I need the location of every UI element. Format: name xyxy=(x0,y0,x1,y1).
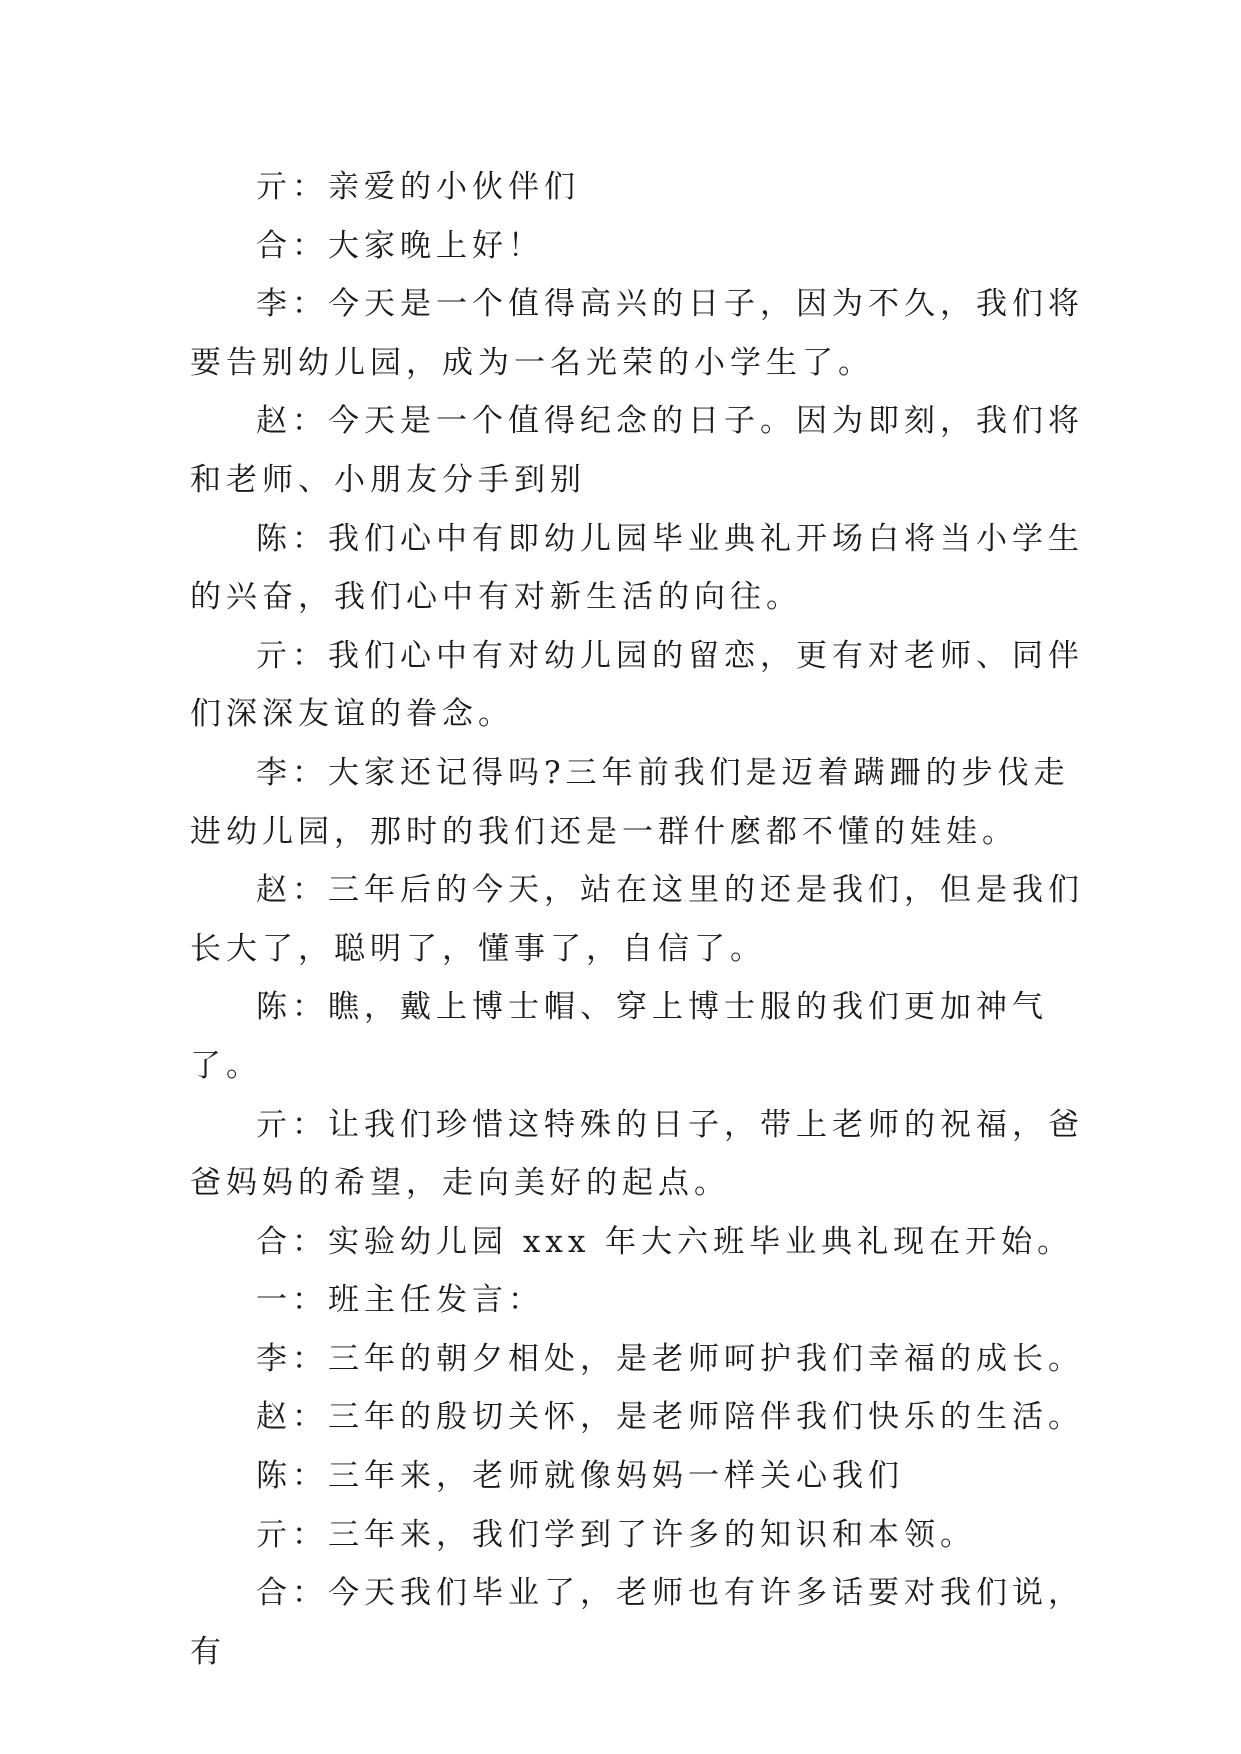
paragraph: 赵：三年的殷切关怀，是老师陪伴我们快乐的生活。 xyxy=(256,1399,1084,1436)
paragraph: 亓：让我们珍惜这特殊的日子，带上老师的祝福，爸爸妈妈的希望，走向美好的起点。 xyxy=(190,1106,1084,1202)
paragraph: 陈：瞧，戴上博士帽、穿上博士服的我们更加神气了。 xyxy=(190,989,1048,1084)
paragraph: 合：今天我们毕业了，老师也有许多话要对我们说，有 xyxy=(190,1575,1084,1670)
document-body xyxy=(190,158,1090,1681)
paragraph: 亓：亲爱的小伙伴们 xyxy=(256,169,580,205)
paragraph: 陈：我们心中有即幼儿园毕业典礼开场白将当小学生的兴奋，我们心中有对新生活的向往。 xyxy=(190,520,1084,616)
paragraph: 李：大家还记得吗?三年前我们是迈着蹒跚的步伐走进幼儿园，那时的我们还是一群什麽都不懂的娃娃。 xyxy=(190,754,1070,850)
paragraph: 亓：我们心中有对幼儿园的留恋，更有对老师、同伴们深深友谊的眷念。 xyxy=(190,637,1084,733)
paragraph: 亓：三年来，我们学到了许多的知识和本领。 xyxy=(256,1516,976,1553)
paragraph: 赵：今天是一个值得纪念的日子。因为即刻，我们将和老师、小朋友分手到别 xyxy=(190,403,1084,498)
paragraph: 李：今天是一个值得高兴的日子，因为不久，我们将要告别幼儿园，成为一名光荣的小学生了。 xyxy=(190,286,1084,381)
paragraph: 李：三年的朝夕相处，是老师呵护我们幸福的成长。 xyxy=(256,1340,1084,1377)
paragraph: 合：实验幼儿园 xxx 年大六班毕业典礼现在开始。 xyxy=(256,1223,1074,1260)
paragraph: 合：大家晚上好！ xyxy=(256,227,544,264)
paragraph: 一：班主任发言： xyxy=(256,1282,544,1319)
paragraph: 陈：三年来，老师就像妈妈一样关心我们 xyxy=(256,1458,904,1495)
paragraph: 赵：三年后的今天，站在这里的还是我们，但是我们长大了，聪明了，懂事了，自信了。 xyxy=(190,872,1084,967)
